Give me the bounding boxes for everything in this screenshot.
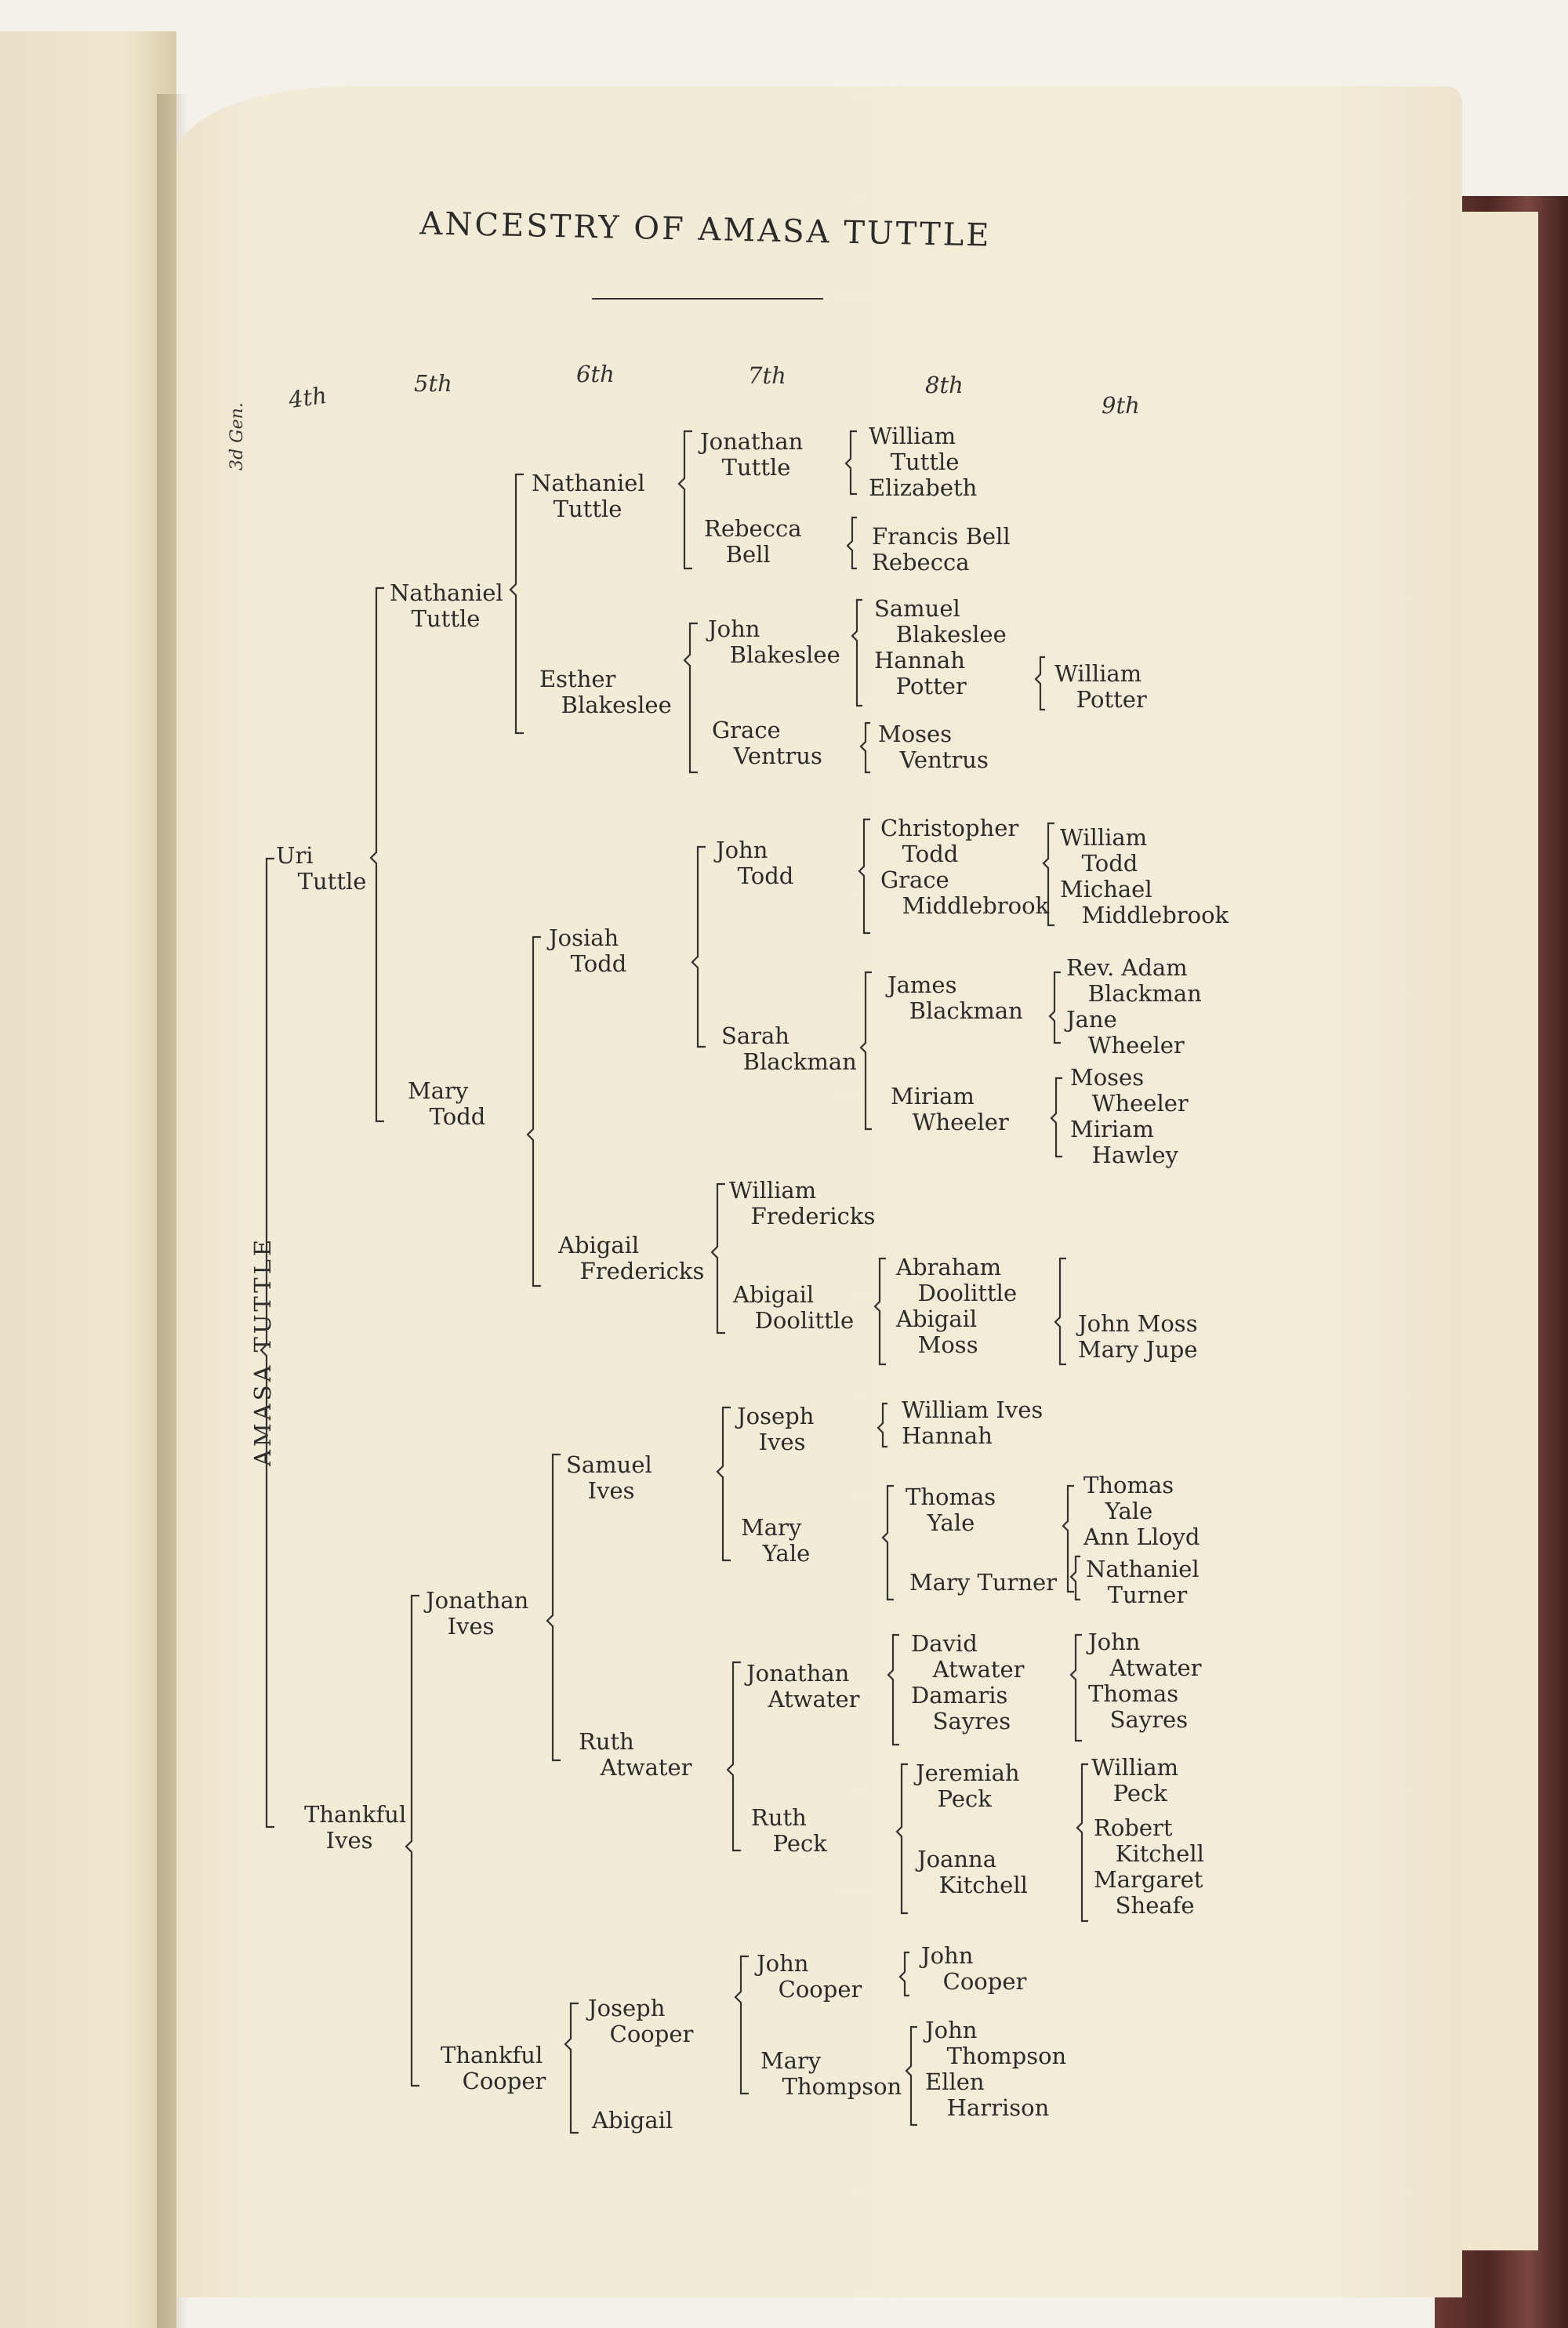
person-moses-ventrus: Moses Ventrus [878,721,989,773]
brace-jonathan-a [888,1635,899,1745]
brace-thankful [406,1596,419,2086]
person-abigail: Abigail [592,2107,673,2134]
brace-mary [528,937,541,1286]
person-jonathan-ives: Jonathan Ives [426,1587,529,1640]
brace-ruth [728,1662,741,1850]
person-ruth-atwater: Ruth Atwater [579,1728,692,1781]
generation-label-8: 8th [925,372,964,398]
person-moses-wheeler: Moses Wheeler Miriam Hawley [1070,1064,1189,1168]
person-john-cooper-8: John Cooper [921,1942,1027,1995]
person-jonathan-atwater: Jonathan Atwater [746,1660,860,1712]
brace-miriam [1051,1078,1062,1157]
brace-esther [684,623,698,772]
person-francis-bell: Francis Bell Rebecca [872,523,1011,576]
person-william-potter: William Potter [1054,660,1147,713]
person-joseph-ives: Joseph Ives [737,1403,815,1455]
person-nathaniel-tuttle-6: Nathaniel Tuttle [532,470,645,522]
person-william-peck: William Peck [1091,1754,1179,1807]
person-adam-blackman: Rev. Adam Blackman Jane Wheeler [1066,954,1202,1059]
person-mary-thompson: Mary Thompson [760,2047,902,2100]
page-title: ANCESTRY OF AMASA TUTTLE [419,205,992,254]
brace-william-p [1036,657,1045,710]
person-thomas-yale-9: Thomas Yale Ann Lloyd [1083,1472,1200,1550]
brace-nathaniel6 [679,431,692,568]
person-ruth-peck: Ruth Peck [751,1804,827,1857]
brace-john-c [900,1952,909,1996]
person-john-blakeslee: John Blakeslee [708,616,840,668]
brace-sarah-b [861,972,872,1129]
brace-mary-y [883,1486,894,1600]
subject-name: AMASA TUTTLE [249,1236,276,1466]
generation-label-9: 9th [1102,392,1140,419]
person-mary-turner: Mary Turner [909,1569,1058,1596]
person-christopher-todd: Christopher Todd Grace Middlebrook [880,815,1050,919]
person-josiah-todd: Josiah Todd [549,924,627,977]
person-samuel-blakeslee: Samuel Blakeslee Hannah Potter [874,595,1007,699]
person-mary-todd: Mary Todd [408,1077,486,1130]
person-nathaniel-turner: Nathaniel Turner [1086,1556,1200,1608]
brace-nathaniel [510,474,524,733]
person-john-todd: John Todd [716,837,794,889]
brace-john-t [859,819,870,933]
person-john-moss: John Moss Mary Jupe [1078,1310,1198,1363]
brace-abigail-d [875,1258,886,1364]
brace-john-b [852,600,862,706]
person-nathaniel-tuttle-5: Nathaniel Tuttle [390,579,503,632]
person-abigail-doolittle: Abigail Doolittle [733,1281,855,1334]
brace-james [1050,972,1061,1043]
person-james-blackman: James Blackman [887,972,1023,1024]
brace-ruth-p [897,1764,908,1913]
person-joanna-kitchell: Joanna Kitchell [917,1846,1028,1898]
generation-label-6: 6th [576,361,615,387]
brace-nathaniel-t [1071,1556,1080,1600]
generation-label-7: 7th [748,362,786,389]
person-thankful-ives: Thankful Ives [304,1801,407,1854]
person-jeremiah-peck: Jeremiah Peck [916,1760,1020,1812]
brace-thankful-c [565,2003,579,2133]
person-esther-blakeslee: Esther Blakeslee [539,666,672,718]
generation-label-3: 3d Gen. [227,402,247,470]
brace-jonathan [547,1455,561,1760]
brace-jeremiah [1077,1764,1088,1921]
person-uri-tuttle: Uri Tuttle [276,842,367,895]
person-sarah-blackman: Sarah Blackman [721,1022,857,1075]
person-david-atwater: David Atwater Damaris Sayres [911,1630,1025,1734]
brace-grace-v [861,723,870,772]
brace-josiah [692,847,706,1047]
brace-joseph-c [735,1956,749,2094]
person-thomas-yale-8: Thomas Yale [906,1484,996,1536]
person-william-todd: William Todd Michael Middlebrook [1060,824,1229,928]
person-robert-kitchell: Robert Kitchell Margaret Sheafe [1094,1814,1204,1919]
brace-mary-t [906,2027,917,2125]
brace-jonathan7 [846,431,857,494]
person-abraham-doolittle: Abraham Doolittle Abigail Moss [896,1254,1018,1358]
brace-joseph-i [878,1404,887,1447]
person-william-fredericks: William Fredericks [729,1177,876,1229]
person-william-ives: William Ives Hannah [902,1396,1044,1449]
person-john-cooper-7: John Cooper [757,1950,862,2003]
brace-uri [371,588,384,1121]
brace-rebecca7 [848,518,857,568]
person-abigail-fredericks: Abigail Fredericks [558,1232,705,1284]
person-john-atwater: John Atwater Thomas Sayres [1088,1629,1202,1733]
generation-label-5: 5th [414,370,452,397]
person-john-thompson: John Thompson Ellen Harrison [925,2017,1067,2121]
brace-abigail-f [712,1184,725,1333]
person-grace-ventrus: Grace Ventrus [712,717,822,769]
person-samuel-ives: Samuel Ives [566,1451,652,1504]
brace-david [1071,1635,1082,1741]
generation-label-4: 4th [286,381,328,414]
person-miriam-wheeler: Miriam Wheeler [891,1083,1009,1135]
brace-abraham [1055,1258,1066,1364]
person-mary-yale: Mary Yale [741,1514,811,1567]
brace-samuel [717,1407,731,1560]
brace-amasa [261,859,274,1827]
person-william-tuttle: William Tuttle Elizabeth [869,423,978,501]
person-thankful-cooper: Thankful Cooper [441,2042,546,2094]
person-rebecca-bell: Rebecca Bell [704,515,802,568]
person-joseph-cooper: Joseph Cooper [588,1995,694,2047]
person-jonathan-tuttle: Jonathan Tuttle [700,428,804,481]
